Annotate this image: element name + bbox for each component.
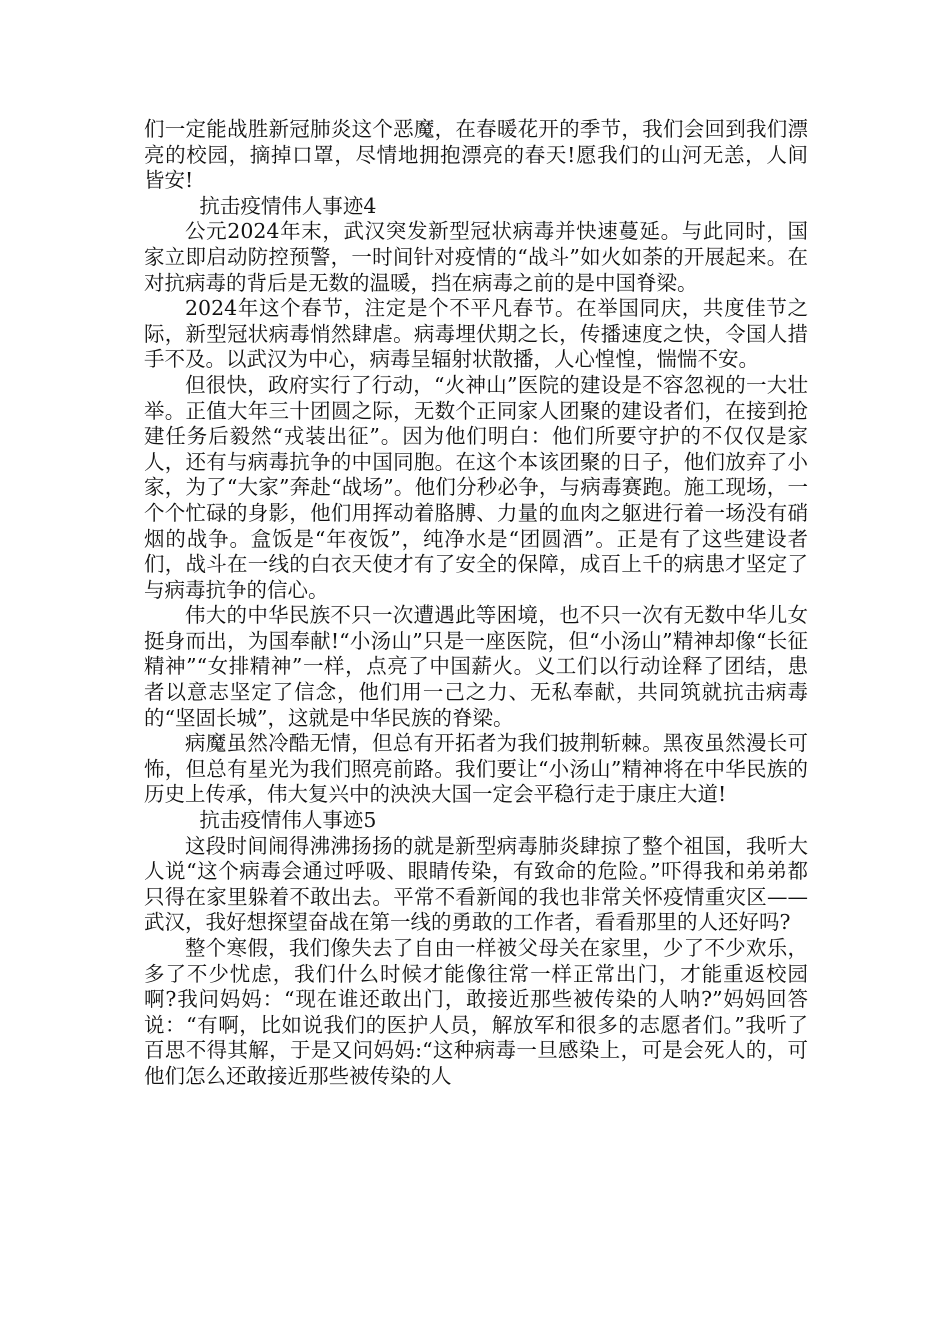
paragraph: 这段时间闹得沸沸扬扬的就是新型病毒肺炎肆掠了整个祖国，我听大人说“这个病毒会通过呼吸、眼睛传染，有致命的危险。”吓得我和弟弟都只得在家里躲着不敢出去。平常不看新闻的我也非常关怀疫情重灾区——武汉，我好想探望奋战在第一线的勇敢的工作者，看看那里的人还好吗?	[144, 833, 808, 935]
paragraph: 整个寒假，我们像失去了自由一样被父母关在家里，少了不少欢乐，多了不少忧虑，我们什么时候才能像往常一样正常出门，才能重返校园啊?我问妈妈：“现在谁还敢出门，敢接近那些被传染的人呐?”妈妈回答说：“有啊，比如说我们的医护人员，解放军和很多的志愿者们。”我听了百思不得其解，于是又问妈妈:“这种病毒一旦感染上，可是会死人的，可他们怎么还敢接近那些被传染的人	[144, 936, 808, 1088]
paragraph: 2024年这个春节，注定是个不平凡春节。在举国同庆，共度佳节之际，新型冠状病毒悄然肆虐。病毒埋伏期之长，传播速度之快，令国人措手不及。以武汉为中心，病毒呈辐射状散播，人心惶惶，惴惴不安。	[144, 296, 808, 372]
paragraph: 病魔虽然冷酷无情，但总有开拓者为我们披荆斩棘。黑夜虽然漫长可怖，但总有星光为我们照亮前路。我们要让“小汤山”精神将在中华民族的历史上传承，伟大复兴中的泱泱大国一定会平稳行走于康庄大道!	[144, 731, 808, 807]
paragraph: 但很快，政府实行了行动，“火神山”医院的建设是不容忽视的一大壮举。正值大年三十团圆之际，无数个正同家人团聚的建设者们，在接到抢建任务后毅然“戎装出征”。因为他们明白：他们所要守护的不仅仅是家人，还有与病毒抗争的中国同胞。在这个本该团聚的日子，他们放弃了小家，为了“大家”奔赴“战场”。他们分秒必争，与病毒赛跑。施工现场，一个个忙碌的身影，他们用挥动着胳膊、力量的血肉之躯进行着一场没有硝烟的战争。盒饭是“年夜饭”，纯净水是“团圆酒”。正是有了这些建设者们，战斗在一线的白衣天使才有了安全的保障，成百上千的病患才坚定了与病毒抗争的信心。	[144, 372, 808, 602]
document-body	[144, 117, 808, 1090]
paragraph: 伟大的中华民族不只一次遭遇此等困境，也不只一次有无数中华儿女挺身而出，为国奉献!“小汤山”只是一座医院，但“小汤山”精神却像“长征精神”“女排精神”一样，点亮了中国薪火。义工们以行动诠释了团结，患者以意志坚定了信念，他们用一己之力、无私奉献，共同筑就抗击病毒的“坚固长城”，这就是中华民族的脊梁。	[144, 603, 808, 730]
paragraph: 公元2024年末，武汉突发新型冠状病毒并快速蔓延。与此同时，国家立即启动防控预警，一时间针对疫情的“战斗”如火如荼的开展起来。在对抗病毒的背后是无数的温暖，挡在病毒之前的是中国脊梁。	[144, 219, 808, 295]
section-heading-5: 抗击疫情伟人事迹5	[199, 808, 377, 833]
section-heading-4: 抗击疫情伟人事迹4	[199, 193, 377, 218]
paragraph-continued: 们一定能战胜新冠肺炎这个恶魔，在春暖花开的季节，我们会回到我们漂亮的校园，摘掉口罩，尽情地拥抱漂亮的春天!愿我们的山河无恙，人间皆安!	[144, 117, 808, 193]
